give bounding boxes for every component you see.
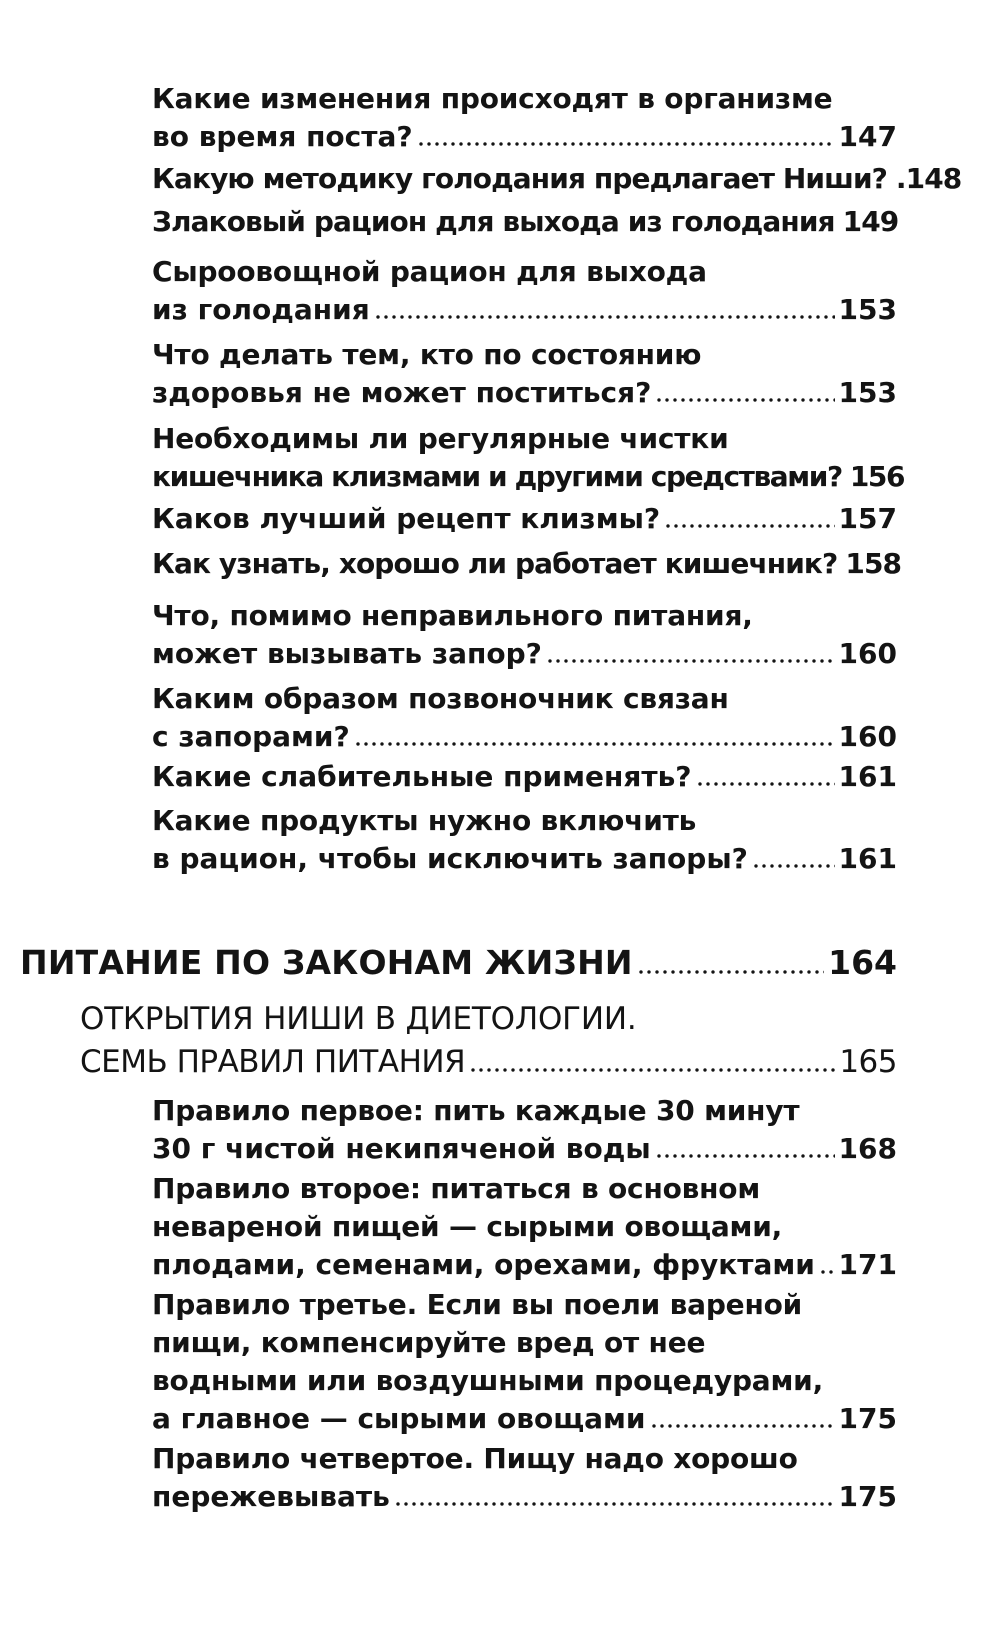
- toc-entry: [152, 253, 897, 329]
- toc-entry-text: Каков лучший рецепт клизмы?: [152, 502, 661, 535]
- dot-leader: [546, 659, 835, 665]
- page-number: 161: [838, 760, 897, 793]
- page-number: 157: [838, 502, 897, 535]
- page-number: 171: [838, 1248, 897, 1281]
- page-number: 153: [838, 376, 897, 409]
- dot-leader: [417, 142, 835, 148]
- page-number: 160: [838, 720, 897, 753]
- toc-entry: [152, 545, 902, 583]
- section-title: ОТКРЫТИЯ НИШИ В ДИЕТОЛОГИИ.: [80, 1001, 637, 1037]
- dot-leader: [655, 398, 834, 404]
- toc-entry-text: Что делать тем, кто по состоянию: [152, 338, 702, 371]
- page-number: 161: [838, 842, 897, 875]
- toc-entry-text: Какую методику голодания предлагает Ниши? .: [152, 162, 906, 195]
- toc-entry-text: Правило четвертое. Пищу надо хорошо: [152, 1442, 798, 1475]
- toc-entry: [152, 203, 897, 241]
- toc-entry-text: во время поста?: [152, 120, 413, 153]
- toc-entry-text: 30 г чистой некипяченой воды: [152, 1132, 651, 1165]
- toc-entry: [152, 1170, 897, 1284]
- toc-entry-text: водными или воздушными процедурами,: [152, 1364, 824, 1397]
- toc-entry: [152, 500, 897, 538]
- dot-leader: [819, 1270, 835, 1276]
- page-number: 175: [838, 1480, 897, 1513]
- toc-entry-text: в рацион, чтобы исключить запоры?: [152, 842, 748, 875]
- toc-entry-text: Сыроовощной рацион для выхода: [152, 255, 707, 288]
- page-number: 147: [838, 120, 897, 153]
- page-number: 148: [905, 162, 962, 195]
- toc-entry-text: с запорами?: [152, 720, 350, 753]
- toc-entry: [152, 1092, 897, 1168]
- toc-entry: [152, 1286, 897, 1438]
- toc-entry-text: Какие продукты нужно включить: [152, 804, 697, 837]
- dot-leader: [637, 970, 824, 976]
- page-number: 164: [828, 943, 897, 982]
- toc-entry-text: Злаковый рацион для выхода из голодания: [152, 205, 835, 238]
- toc-entry-text: здоровья не может поститься?: [152, 376, 652, 409]
- toc-entry-text: пережевывать: [152, 1480, 390, 1513]
- toc-entry: [152, 80, 897, 156]
- page-number: 165: [839, 1044, 897, 1080]
- toc-entry: [152, 336, 897, 412]
- dot-leader: [752, 864, 835, 870]
- toc-entry-text: Каким образом позвоночник связан: [152, 682, 729, 715]
- toc-entry: [152, 420, 905, 496]
- page-number: 158: [845, 547, 902, 580]
- toc-entry: [152, 680, 897, 756]
- toc-entry-text: Необходимы ли регулярные чистки: [152, 422, 729, 455]
- toc-section: [80, 998, 897, 1084]
- dot-leader: [469, 1068, 835, 1074]
- page-number: 156: [849, 460, 905, 493]
- dot-leader: [664, 524, 834, 530]
- toc-entry: [152, 802, 897, 878]
- section-title: СЕМЬ ПРАВИЛ ПИТАНИЯ: [80, 1044, 466, 1080]
- toc-entry-text: Правило третье. Если вы поели вареной: [152, 1288, 803, 1321]
- toc-entry-text: Правило первое: пить каждые 30 минут: [152, 1094, 800, 1127]
- chapter-title: ПИТАНИЕ ПО ЗАКОНАМ ЖИЗНИ: [20, 943, 633, 982]
- toc-entry-text: из голодания: [152, 293, 370, 326]
- page-number: 175: [838, 1402, 897, 1435]
- page-number: 153: [838, 293, 897, 326]
- dot-leader: [655, 1154, 835, 1160]
- toc-entry-text: плодами, семенами, орехами, фруктами: [152, 1248, 815, 1281]
- page-number: 160: [838, 637, 897, 670]
- toc-entry-text: Какие изменения происходят в организме: [152, 82, 833, 115]
- toc-entry-text: а главное — сырыми овощами: [152, 1402, 646, 1435]
- toc-entry: [152, 1440, 897, 1516]
- dot-leader: [394, 1502, 835, 1508]
- toc-entry-text: Какие слабительные применять?: [152, 760, 692, 793]
- page-number: 168: [838, 1132, 897, 1165]
- toc-entry-text: кишечника клизмами и другими средствами?: [152, 460, 842, 493]
- toc-entry-text: пищи, компенсируйте вред от нее: [152, 1326, 706, 1359]
- toc-entry-text: может вызывать запор?: [152, 637, 542, 670]
- toc-chapter: [20, 942, 897, 984]
- toc-entry-text: Как узнать, хорошо ли работает кишечник?: [152, 547, 838, 580]
- toc-entry-text: невареной пищей — сырыми овощами,: [152, 1210, 783, 1243]
- toc-entry-text: Правило второе: питаться в основном: [152, 1172, 761, 1205]
- toc-entry: [152, 597, 897, 673]
- toc-entry: [152, 758, 897, 796]
- dot-leader: [354, 742, 835, 748]
- dot-leader: [650, 1424, 835, 1430]
- toc-entry-text: Что, помимо неправильного питания,: [152, 599, 753, 632]
- dot-leader: [696, 782, 835, 788]
- page-number: 149: [842, 205, 899, 238]
- dot-leader: [374, 315, 835, 321]
- toc-entry: [152, 160, 962, 198]
